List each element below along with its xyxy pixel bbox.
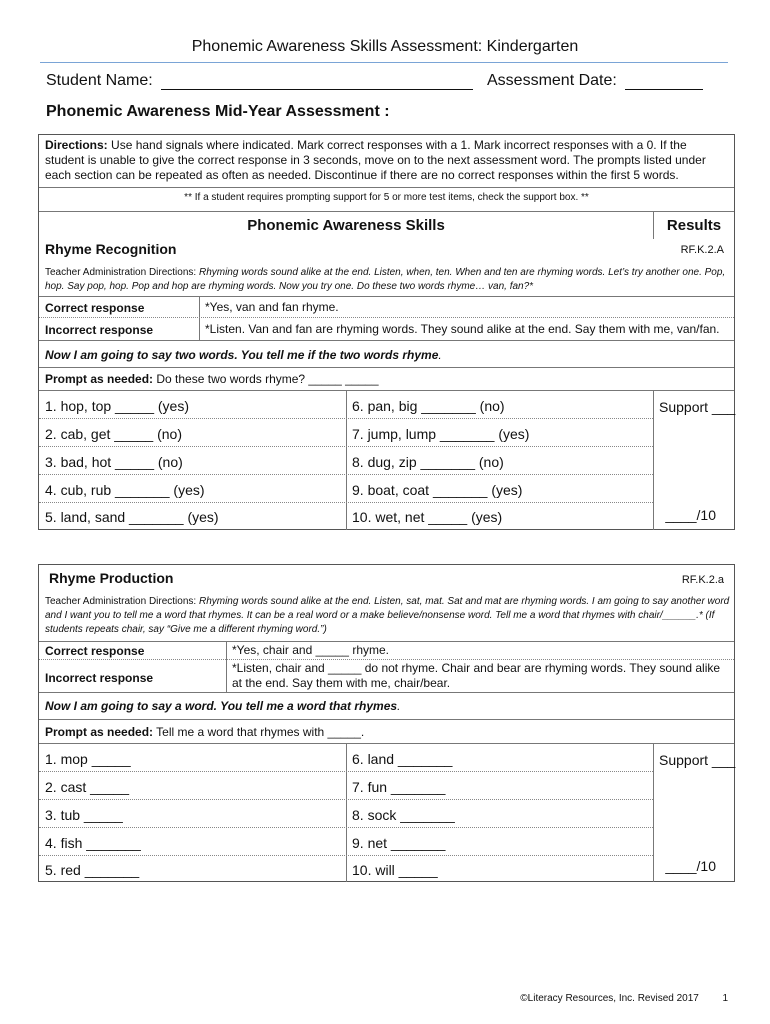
test-item: 4. cub, rub _______ (yes) <box>45 482 205 498</box>
divider <box>346 390 347 530</box>
test-item: 9. net _______ <box>352 835 446 851</box>
correct-response-text: *Yes, van and fan rhyme. <box>205 300 339 314</box>
rhyme-production-table <box>38 564 735 882</box>
rhyme-production-title: Rhyme Production <box>49 570 174 586</box>
divider <box>39 390 734 391</box>
standard-code: RF.K.2.a <box>681 574 724 586</box>
divider <box>39 799 653 800</box>
incorrect-response-text: *Listen, chair and _____ do not rhyme. Chair and bear are rhyming words. They sound alike at the end. Say them with me, chair/bear. <box>232 661 721 690</box>
assessment-date-label: Assessment Date: <box>487 72 617 89</box>
support-checkbox[interactable]: Support ___ <box>659 399 736 415</box>
prompt-row <box>45 725 364 739</box>
prompt-label: Prompt as needed: <box>45 725 154 739</box>
page-title: Phonemic Awareness Skills Assessment: Kindergarten <box>191 38 579 55</box>
test-item: 8. dug, zip _______ (no) <box>352 454 504 470</box>
divider <box>39 367 734 368</box>
copyright-text: ©Literacy Resources, Inc. Revised 2017 <box>520 993 699 1004</box>
divider <box>39 719 734 720</box>
test-item: 8. sock _______ <box>352 807 455 823</box>
skills-header: Phonemic Awareness Skills <box>247 217 445 234</box>
directions-body: Use hand signals where indicated. Mark correct responses with a 1. Mark incorrect responses with a 0. If the student is unable to give the correct response in 3 seconds, move on to the next assessment word. The prompts listed under each section can be repeated as often as needed. Discontinue if there are no correct responses within the first 5 words. <box>45 138 706 182</box>
page-number: 1 <box>722 993 728 1004</box>
correct-response-text: *Yes, chair and _____ rhyme. <box>232 643 389 657</box>
section-title: Phonemic Awareness Mid-Year Assessment : <box>46 103 390 120</box>
student-name-label: Student Name: <box>46 72 153 89</box>
divider <box>653 743 654 882</box>
correct-response-label: Correct response <box>45 644 145 658</box>
test-item: 1. mop _____ <box>45 751 131 767</box>
rhyme-recognition-title: Rhyme Recognition <box>45 241 177 257</box>
teacher-directions-text: Rhyming words sound alike at the end. Listen, when, ten. When and ten are rhyming words. Let’s try another one. Pop, hop. Say pop, hop. Pop and hop are rhyming words. Now you try one. Do these two words rhyme… van, fan?* <box>45 267 726 292</box>
divider <box>39 827 653 828</box>
rhyme-recognition-table <box>38 134 735 530</box>
student-instruction-text: Now I am going to say a word. You tell me a word that rhymes <box>45 699 398 713</box>
divider <box>39 855 653 856</box>
incorrect-response-label: Incorrect response <box>45 671 154 685</box>
prompt-text: Do these two words rhyme? _____ _____ <box>153 372 379 386</box>
teacher-directions <box>45 595 735 637</box>
test-item: 6. pan, big _______ (no) <box>352 398 505 414</box>
divider <box>39 771 653 772</box>
divider <box>346 743 347 882</box>
divider <box>39 743 734 744</box>
test-item: 10. will _____ <box>352 862 438 878</box>
test-item: 3. tub _____ <box>45 807 123 823</box>
directions-label: Directions: <box>45 138 108 152</box>
divider <box>39 317 734 318</box>
correct-response-label: Correct response <box>45 301 145 315</box>
test-item: 10. wet, net _____ (yes) <box>352 509 503 525</box>
teacher-directions-label: Teacher Administration Directions: <box>45 596 197 607</box>
prompt-label: Prompt as needed: <box>45 372 154 386</box>
divider <box>39 446 653 447</box>
test-item: 3. bad, hot _____ (no) <box>45 454 183 470</box>
test-item: 1. hop, top _____ (yes) <box>45 398 189 414</box>
test-item: 7. fun _______ <box>352 779 446 795</box>
test-item: 2. cab, get _____ (no) <box>45 426 182 442</box>
divider <box>39 418 653 419</box>
divider <box>653 390 654 530</box>
results-header: Results <box>666 217 722 234</box>
divider <box>39 474 653 475</box>
divider <box>199 296 200 340</box>
prompt-row <box>45 372 379 386</box>
support-note: ** If a student requires prompting support for 5 or more test items, check the support box. ** <box>184 192 589 203</box>
divider <box>39 659 734 660</box>
standard-code: RF.K.2.A <box>680 244 724 256</box>
test-item: 7. jump, lump _______ (yes) <box>352 426 530 442</box>
directions-text <box>45 138 729 183</box>
assessment-date-field[interactable] <box>625 71 703 90</box>
divider <box>39 340 734 341</box>
divider <box>39 502 653 503</box>
test-item: 5. red _______ <box>45 862 140 878</box>
title-divider <box>40 62 728 63</box>
score-field[interactable]: ____/10 <box>665 858 716 874</box>
assessment-date-row <box>487 71 703 90</box>
instruction-period: . <box>397 699 401 713</box>
teacher-directions <box>45 266 735 294</box>
test-item: 4. fish _______ <box>45 835 141 851</box>
instruction-period: . <box>438 348 442 362</box>
divider <box>39 187 734 188</box>
divider <box>39 296 734 297</box>
divider <box>39 692 734 693</box>
test-item: 6. land _______ <box>352 751 453 767</box>
student-instruction <box>45 348 442 362</box>
divider <box>39 211 734 212</box>
student-instruction <box>45 699 400 713</box>
test-item: 5. land, sand _______ (yes) <box>45 509 219 525</box>
divider <box>226 641 227 692</box>
support-checkbox[interactable]: Support ___ <box>659 752 736 768</box>
teacher-directions-label: Teacher Administration Directions: <box>45 267 197 278</box>
test-item: 2. cast _____ <box>45 779 130 795</box>
test-item: 9. boat, coat _______ (yes) <box>352 482 523 498</box>
student-name-row <box>46 71 473 90</box>
student-name-field[interactable] <box>161 71 473 90</box>
footer <box>520 993 728 1004</box>
teacher-directions-text: Rhyming words sound alike at the end. Listen, sat, mat. Sat and mat are rhyming words. I am going to say another word and I want you to tell me a word that rhymes. It can be a real word or a make believe/nonsense word. Tell me a word that rhymes with chair/______.* (If students repeats chair, say “Give me a different rhyming word.”) <box>45 596 730 635</box>
incorrect-response-label: Incorrect response <box>45 323 154 337</box>
prompt-text: Tell me a word that rhymes with _____. <box>153 725 365 739</box>
score-field[interactable]: ____/10 <box>665 507 716 523</box>
incorrect-response-text: *Listen. Van and fan are rhyming words. They sound alike at the end. Say them with me, van/fan. <box>205 322 720 336</box>
student-instruction-text: Now I am going to say two words. You tell me if the two words rhyme <box>45 348 439 362</box>
divider <box>39 641 734 642</box>
